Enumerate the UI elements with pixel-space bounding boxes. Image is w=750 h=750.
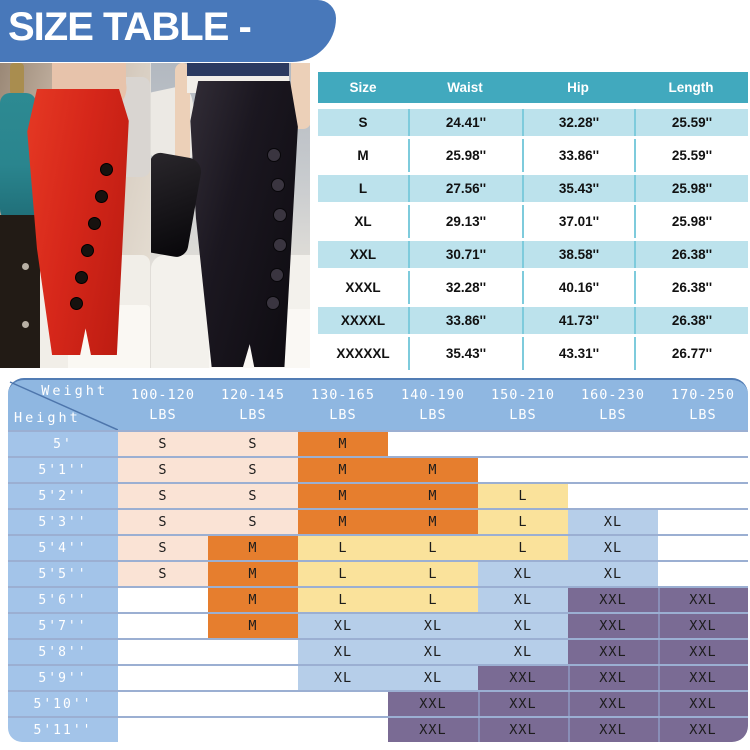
fit-cell: M — [208, 536, 298, 560]
fit-cell — [478, 458, 568, 482]
fit-cell: XL — [568, 510, 658, 534]
fit-cell: M — [388, 458, 478, 482]
fit-cell — [658, 458, 748, 482]
size-table-cell: 27.56'' — [408, 175, 522, 202]
size-table-cell: M — [357, 148, 369, 163]
height-axis-label: Height — [14, 410, 81, 426]
size-table-cell: 41.73'' — [522, 307, 634, 334]
height-label: 5'3'' — [8, 510, 118, 534]
skirt-button — [271, 178, 285, 192]
size-table-row — [318, 106, 748, 139]
size-table-cell: XXXL — [345, 280, 381, 295]
fit-cell: XL — [388, 666, 478, 690]
product-photo — [0, 63, 310, 368]
fit-cell — [118, 666, 208, 690]
fit-cell: XXL — [568, 614, 658, 638]
fit-cell: XL — [478, 614, 568, 638]
fit-cell: XXL — [568, 666, 658, 690]
fit-cell: XXL — [478, 666, 568, 690]
weight-unit: LBS — [599, 407, 627, 423]
size-table-cell: 32.28'' — [408, 271, 522, 304]
photo-right-black-skirt — [150, 63, 310, 368]
fit-cell: S — [118, 562, 208, 586]
photo-left-red-skirt — [0, 63, 150, 368]
weight-unit: LBS — [419, 407, 447, 423]
height-label: 5'8'' — [8, 640, 118, 664]
size-table-cell: S — [358, 115, 368, 130]
weight-range: 120-145 — [221, 387, 285, 403]
fit-cell: XXL — [568, 588, 658, 612]
fit-cell: XXL — [478, 692, 568, 716]
size-table-cell: 30.71'' — [408, 241, 522, 268]
fit-cell — [118, 614, 208, 638]
size-table-row — [318, 238, 748, 271]
fit-cell — [118, 640, 208, 664]
fit-cell — [568, 432, 658, 456]
skirt-button — [75, 271, 88, 284]
size-table-header-cell: Length — [668, 80, 714, 95]
weight-columns — [118, 380, 748, 430]
size-table-body — [318, 106, 748, 370]
fit-matrix-row — [8, 482, 748, 508]
fit-matrix-row — [8, 560, 748, 586]
size-table-cell: 25.59'' — [634, 109, 748, 136]
size-table-cell: XXXXXL — [336, 346, 390, 361]
fit-cell — [658, 484, 748, 508]
weight-column-header — [118, 380, 208, 430]
fit-cell: XXL — [658, 588, 748, 612]
fit-cell: XL — [388, 640, 478, 664]
fit-matrix-body — [8, 430, 748, 742]
skirt-button — [267, 148, 281, 162]
fit-cell: L — [388, 588, 478, 612]
fit-cell: L — [478, 510, 568, 534]
size-table-cell: 43.31'' — [522, 337, 634, 370]
weight-column-header — [478, 380, 568, 430]
size-table-cell: 32.28'' — [522, 109, 634, 136]
weight-unit: LBS — [239, 407, 267, 423]
skirt-button — [273, 238, 287, 252]
weight-range: 140-190 — [401, 387, 465, 403]
fit-cell: S — [118, 432, 208, 456]
fit-cell: S — [208, 432, 298, 456]
model-top-stripe-shape — [187, 63, 289, 76]
skirt-button — [270, 268, 284, 282]
size-table-header-cell: Hip — [567, 80, 589, 95]
fit-cell: M — [388, 484, 478, 508]
fit-matrix-row — [8, 612, 748, 638]
height-label: 5'2'' — [8, 484, 118, 508]
skirt-button — [266, 296, 280, 310]
lamp-shape — [10, 63, 24, 95]
fit-cell: XL — [388, 614, 478, 638]
fit-cell: M — [298, 510, 388, 534]
fit-matrix-row — [8, 690, 748, 716]
drawer-knob — [22, 263, 29, 270]
fit-cell: XXL — [568, 692, 658, 716]
fit-cell: L — [298, 536, 388, 560]
fit-cell: M — [298, 458, 388, 482]
height-label: 5'7'' — [8, 614, 118, 638]
size-table-row — [318, 139, 748, 172]
size-table-cell: XL — [354, 214, 372, 229]
fit-cell: S — [208, 484, 298, 508]
fit-cell — [658, 562, 748, 586]
weight-unit: LBS — [329, 407, 357, 423]
fit-cell: XXL — [658, 640, 748, 664]
size-table-cell: XXXXL — [340, 313, 386, 328]
fit-cell: XXL — [388, 718, 478, 742]
fit-cell: XXL — [658, 718, 748, 742]
weight-range: 100-120 — [131, 387, 195, 403]
size-table-row — [318, 172, 748, 205]
fit-cell: S — [118, 458, 208, 482]
skirt-button — [70, 297, 83, 310]
fit-cell: S — [208, 510, 298, 534]
fit-cell — [568, 484, 658, 508]
title-banner — [0, 0, 336, 62]
weight-column-header — [298, 380, 388, 430]
fit-cell: XXL — [658, 692, 748, 716]
size-table-row — [318, 304, 748, 337]
size-table-header — [318, 72, 748, 103]
fit-cell: L — [388, 536, 478, 560]
fit-cell: M — [208, 562, 298, 586]
fit-cell: L — [478, 484, 568, 508]
weight-range: 130-165 — [311, 387, 375, 403]
weight-range: 160-230 — [581, 387, 645, 403]
size-table-cell: 33.86'' — [522, 139, 634, 172]
fit-cell — [478, 432, 568, 456]
fit-cell: S — [208, 458, 298, 482]
height-label: 5'4'' — [8, 536, 118, 560]
fit-cell — [658, 536, 748, 560]
size-table — [318, 72, 748, 370]
fit-matrix-row — [8, 508, 748, 534]
size-table-row — [318, 271, 748, 304]
fit-cell — [118, 718, 208, 742]
fit-cell: L — [298, 562, 388, 586]
fit-matrix-row — [8, 586, 748, 612]
size-table-cell: 25.98'' — [408, 139, 522, 172]
size-table-cell: 25.98'' — [634, 175, 748, 202]
fit-cell: S — [118, 484, 208, 508]
fit-cell: XL — [298, 666, 388, 690]
fit-cell: XL — [568, 536, 658, 560]
size-table-cell: 37.01'' — [522, 205, 634, 238]
corner-cell — [8, 380, 118, 430]
size-table-cell: 26.38'' — [634, 241, 748, 268]
fit-cell: XXL — [658, 666, 748, 690]
weight-unit: LBS — [149, 407, 177, 423]
size-table-cell: 26.38'' — [634, 307, 748, 334]
height-label: 5'1'' — [8, 458, 118, 482]
height-label: 5' — [8, 432, 118, 456]
size-table-cell: 40.16'' — [522, 271, 634, 304]
skirt-button — [81, 244, 94, 257]
page-title: SIZE TABLE - — [8, 5, 251, 49]
weight-column-header — [658, 380, 748, 430]
skirt-button — [273, 208, 287, 222]
height-label: 5'5'' — [8, 562, 118, 586]
size-table-cell: 26.38'' — [634, 271, 748, 304]
size-table-cell: 25.98'' — [634, 205, 748, 238]
drawer-knob — [22, 321, 29, 328]
fit-cell: M — [298, 484, 388, 508]
fit-cell: XXL — [478, 718, 568, 742]
size-table-cell: 33.86'' — [408, 307, 522, 334]
fit-matrix-row — [8, 716, 748, 742]
size-table-row — [318, 205, 748, 238]
fit-matrix-row — [8, 430, 748, 456]
fit-cell: S — [118, 510, 208, 534]
fit-cell: XL — [478, 588, 568, 612]
fit-cell — [658, 432, 748, 456]
size-table-cell: 35.43'' — [408, 337, 522, 370]
weight-unit: LBS — [509, 407, 537, 423]
fit-cell: XXL — [658, 614, 748, 638]
fit-cell — [568, 458, 658, 482]
fit-cell: S — [118, 536, 208, 560]
fit-matrix-row — [8, 664, 748, 690]
fit-cell — [118, 588, 208, 612]
weight-column-header — [388, 380, 478, 430]
size-table-cell: 29.13'' — [408, 205, 522, 238]
fit-cell — [658, 510, 748, 534]
height-label: 5'10'' — [8, 692, 118, 716]
fit-cell: L — [388, 562, 478, 586]
fit-cell: XL — [568, 562, 658, 586]
weight-unit: LBS — [689, 407, 717, 423]
weight-range: 150-210 — [491, 387, 555, 403]
fit-cell: XL — [478, 640, 568, 664]
fit-cell: L — [298, 588, 388, 612]
height-label: 5'9'' — [8, 666, 118, 690]
fit-cell — [208, 666, 298, 690]
fit-cell: XL — [478, 562, 568, 586]
black-clutch-shape — [150, 151, 203, 259]
fit-cell: XL — [298, 614, 388, 638]
size-table-cell: 25.59'' — [634, 139, 748, 172]
fit-matrix — [8, 378, 748, 742]
weight-column-header — [208, 380, 298, 430]
size-table-cell: 24.41'' — [408, 109, 522, 136]
size-table-cell: 35.43'' — [522, 175, 634, 202]
fit-matrix-row — [8, 534, 748, 560]
fit-cell: M — [208, 588, 298, 612]
fit-cell — [208, 718, 298, 742]
fit-cell — [118, 692, 208, 716]
size-table-cell: XXL — [349, 247, 377, 262]
size-table-cell: L — [358, 181, 368, 196]
fit-cell: XXL — [568, 718, 658, 742]
skirt-button — [95, 190, 108, 203]
fit-cell: XL — [298, 640, 388, 664]
size-table-header-cell: Size — [349, 80, 377, 95]
size-table-cell: 38.58'' — [522, 241, 634, 268]
weight-axis-label: Weight — [41, 383, 108, 399]
fit-cell — [208, 692, 298, 716]
fit-cell — [298, 718, 388, 742]
fit-cell: L — [478, 536, 568, 560]
height-label: 5'11'' — [8, 718, 118, 742]
skirt-button — [100, 163, 113, 176]
fit-cell: XXL — [568, 640, 658, 664]
weight-column-header — [568, 380, 658, 430]
skirt-button — [88, 217, 101, 230]
height-label: 5'6'' — [8, 588, 118, 612]
fit-cell: M — [208, 614, 298, 638]
fit-cell — [208, 640, 298, 664]
fit-cell: M — [388, 510, 478, 534]
fit-matrix-header — [8, 378, 748, 430]
fit-matrix-row — [8, 638, 748, 664]
size-table-cell: 26.77'' — [634, 337, 748, 370]
weight-range: 170-250 — [671, 387, 735, 403]
size-table-header-cell: Waist — [447, 80, 483, 95]
fit-cell — [298, 692, 388, 716]
fit-matrix-row — [8, 456, 748, 482]
fit-cell: M — [298, 432, 388, 456]
fit-cell: XXL — [388, 692, 478, 716]
size-table-row — [318, 337, 748, 370]
fit-cell — [388, 432, 478, 456]
